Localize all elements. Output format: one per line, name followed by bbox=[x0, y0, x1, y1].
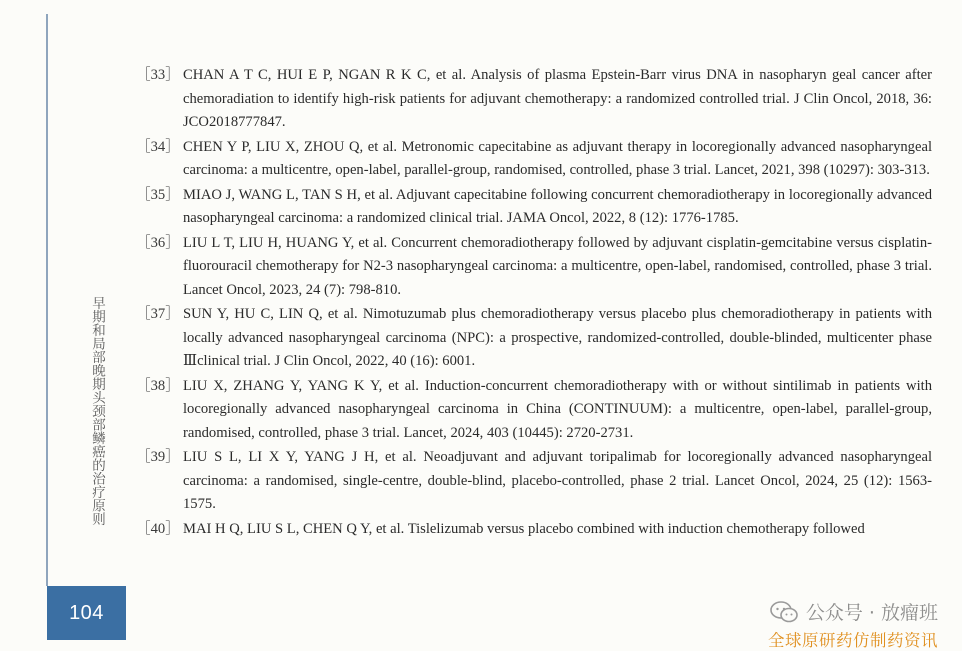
reference-text: MIAO J, WANG L, TAN S H, et al. Adjuvant capecitabine following concurrent chemoradiotherapy in locoregionally advanced nasopharyngeal carcinoma: a randomized clinical trial. JAMA Oncol, 2022, 8 (12): 1776-1785. bbox=[183, 186, 932, 226]
wechat-icon bbox=[770, 601, 798, 623]
reference-item bbox=[136, 446, 932, 517]
reference-item bbox=[136, 232, 932, 303]
reference-number: ［38］ bbox=[136, 377, 180, 394]
reference-text: CHAN A T C, HUI E P, NGAN R K C, et al. Analysis of plasma Epstein-Barr virus DNA in nasopharyn geal cancer after chemoradiation to identify high-risk patients for adjuvant chemotherapy: a randomized controlled trial. J Clin Oncol, 2018, 36: JCO2018777847. bbox=[183, 67, 932, 130]
reference-item bbox=[136, 303, 932, 374]
reference-number: ［40］ bbox=[136, 520, 180, 537]
watermark bbox=[768, 598, 938, 651]
reference-number: ［35］ bbox=[136, 186, 180, 203]
reference-number: ［37］ bbox=[136, 306, 180, 322]
reference-list bbox=[136, 64, 932, 542]
section-running-title: 早期和局部晚期头颈部鳞癌的治疗原则 bbox=[89, 296, 105, 526]
reference-text: LIU L T, LIU H, HUANG Y, et al. Concurrent chemoradiotherapy followed by adjuvant cisplatin-gemcitabine versus cisplatin-fluorouracil chemotherapy for N2-3 nasopharyngeal carcinoma: a multicentre, open-label, randomised, controlled, phase 3 trial. Lancet Oncol, 2023, 24 (7): 798-810. bbox=[183, 234, 932, 298]
reference-item bbox=[136, 184, 932, 231]
page-number-tab bbox=[47, 586, 126, 640]
reference-text: LIU X, ZHANG Y, YANG K Y, et al. Induction-concurrent chemoradiotherapy with or without sintilimab in patients with locoregionally advanced nasopharyngeal carcinoma in China (CONTINUUM): a multicentre, open-label, parallel-group, randomised, controlled, phase 3 trial. Lancet, 2024, 403 (10445): 2720-2731. bbox=[183, 377, 932, 441]
watermark-account bbox=[768, 598, 938, 625]
page-number: 104 bbox=[69, 601, 104, 624]
reference-number: ［33］ bbox=[136, 67, 180, 83]
watermark-tagline: 全球原研药仿制药资讯 bbox=[768, 631, 938, 650]
watermark-account-text: 公众号 · 放瘤班 bbox=[805, 602, 938, 624]
reference-text: SUN Y, HU C, LIN Q, et al. Nimotuzumab plus chemoradiotherapy versus placebo plus chemoradiotherapy in patients with locally advanced nasopharyngeal carcinoma (NPC): a prospective, randomized-controlled, double-blinded, multicenter phase Ⅲclinical trial. J Clin Oncol, 2022, 40 (16): 6001. bbox=[183, 306, 932, 369]
reference-item bbox=[136, 64, 932, 135]
reference-text: CHEN Y P, LIU X, ZHOU Q, et al. Metronomic capecitabine as adjuvant therapy in locoregionally advanced nasopharyngeal carcinoma: a multicentre, open-label, parallel-group, randomised, controlled, phase 3 trial. Lancet, 2021, 398 (10297): 303-313. bbox=[183, 138, 932, 178]
reference-number: ［36］ bbox=[136, 234, 180, 251]
reference-text: MAI H Q, LIU S L, CHEN Q Y, et al. Tislelizumab versus placebo combined with induction chemotherapy followed bbox=[183, 520, 865, 537]
margin-rule bbox=[46, 14, 48, 586]
reference-item bbox=[136, 518, 932, 542]
reference-item bbox=[136, 375, 932, 446]
reference-number: ［39］ bbox=[136, 449, 180, 465]
reference-item bbox=[136, 136, 932, 183]
reference-number: ［34］ bbox=[136, 138, 180, 155]
reference-text: LIU S L, LI X Y, YANG J H, et al. Neoadjuvant and adjuvant toripalimab for locoregionally advanced nasopharyngeal carcinoma: a randomised, single-centre, double-blind, placebo-controlled, phase 2 trial. Lancet Oncol, 2024, 25 (12): 1563-1575. bbox=[183, 449, 932, 512]
